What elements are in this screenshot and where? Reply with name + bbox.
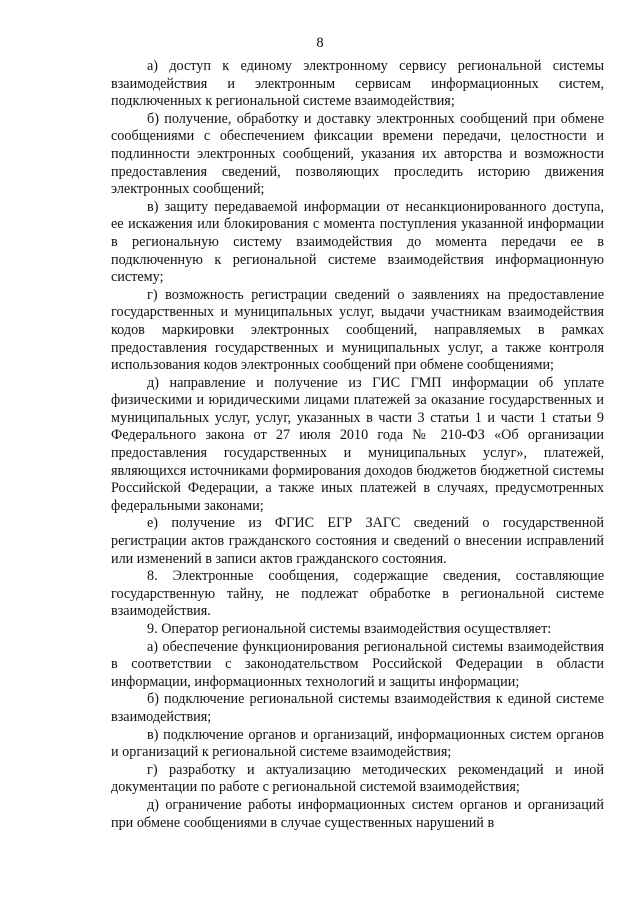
paragraph-operator-item-v: в) подключение органов и организаций, информационных систем органов и организаций к региональной системе взаимодействия; — [111, 726, 604, 761]
paragraph-operator-item-b: б) подключение региональной системы взаимодействия к единой системе взаимодействия; — [111, 691, 604, 725]
paragraph-item-b: б) получение, обработку и доставку электронных сообщений при обмене сообщениями с обеспечением фиксации времени передачи, целостности и подлинности электронных сообщений, указания их авторства и возможности предоставления сведений, позволяющих проследить историю движения электронных сообщений; — [111, 110, 604, 198]
paragraph-item-e: е) получение из ФГИС ЕГР ЗАГС сведений о государственной регистрации актов гражданского состояния и сведений о внесении исправлений или изменений в записи актов гражданского состояния. — [111, 515, 604, 567]
paragraph-section-9: 9. Оператор региональной системы взаимодействия осуществляет: — [147, 621, 552, 637]
paragraph-item-d: д) направление и получение из ГИС ГМП информации об уплате физическими и юридическими лицами платежей за оказание государственных и муниципальных услуг, услуг, указанных в части 3 статьи 1 и части 1 статьи 9 Федерального закона от 27 июля 2010 года № 210-ФЗ «Об организации предоставления государственных и муниципальных услуг», платежей, являющихся источниками формирования доходов бюджетов бюджетной системы Российской Федерации, а также иных платежей в случаях, предусмотренных федеральными законами; — [111, 374, 604, 514]
paragraph-section-8: 8. Электронные сообщения, содержащие сведения, составляющие государственную тайну, не подлежат обработке в региональной системе взаимодействия. — [111, 568, 604, 620]
paragraph-item-g: г) возможность регистрации сведений о заявлениях на предоставление государственных и муниципальных услуг, выдачи участникам взаимодействия кодов маркировки электронных сообщений, направляемых в рамках предоставления государственных и муниципальных услуг, а также контроля использования кодов электронных сообщений при обмене сообщениями; — [111, 286, 604, 374]
paragraph-item-a: а) доступ к единому электронному сервису региональной системы взаимодействия и электронным сервисам информационных систем, подключенных к региональной системе взаимодействия; — [111, 58, 604, 110]
document-body — [111, 58, 604, 832]
paragraph-item-v: в) защиту передаваемой информации от несанкционированного доступа, ее искажения или блокирования с момента поступления указанной информации в региональную систему взаимодействия до момента передачи ее в подключенную к региональной системе взаимодействия информационную систему; — [111, 198, 604, 286]
paragraph-operator-item-a: а) обеспечение функционирования региональной системы взаимодействия в соответствии с законодательством Российской Федерации в области информации, информационных технологий и защиты информации; — [111, 638, 604, 690]
paragraph-operator-item-d: д) ограничение работы информационных систем органов и организаций при обмене сообщениями в случае существенных нарушений в — [111, 796, 604, 831]
paragraph-operator-item-g: г) разработку и актуализацию методических рекомендаций и иной документации по работе с региональной системой взаимодействия; — [111, 761, 604, 796]
page-number: 8 — [316, 35, 324, 51]
